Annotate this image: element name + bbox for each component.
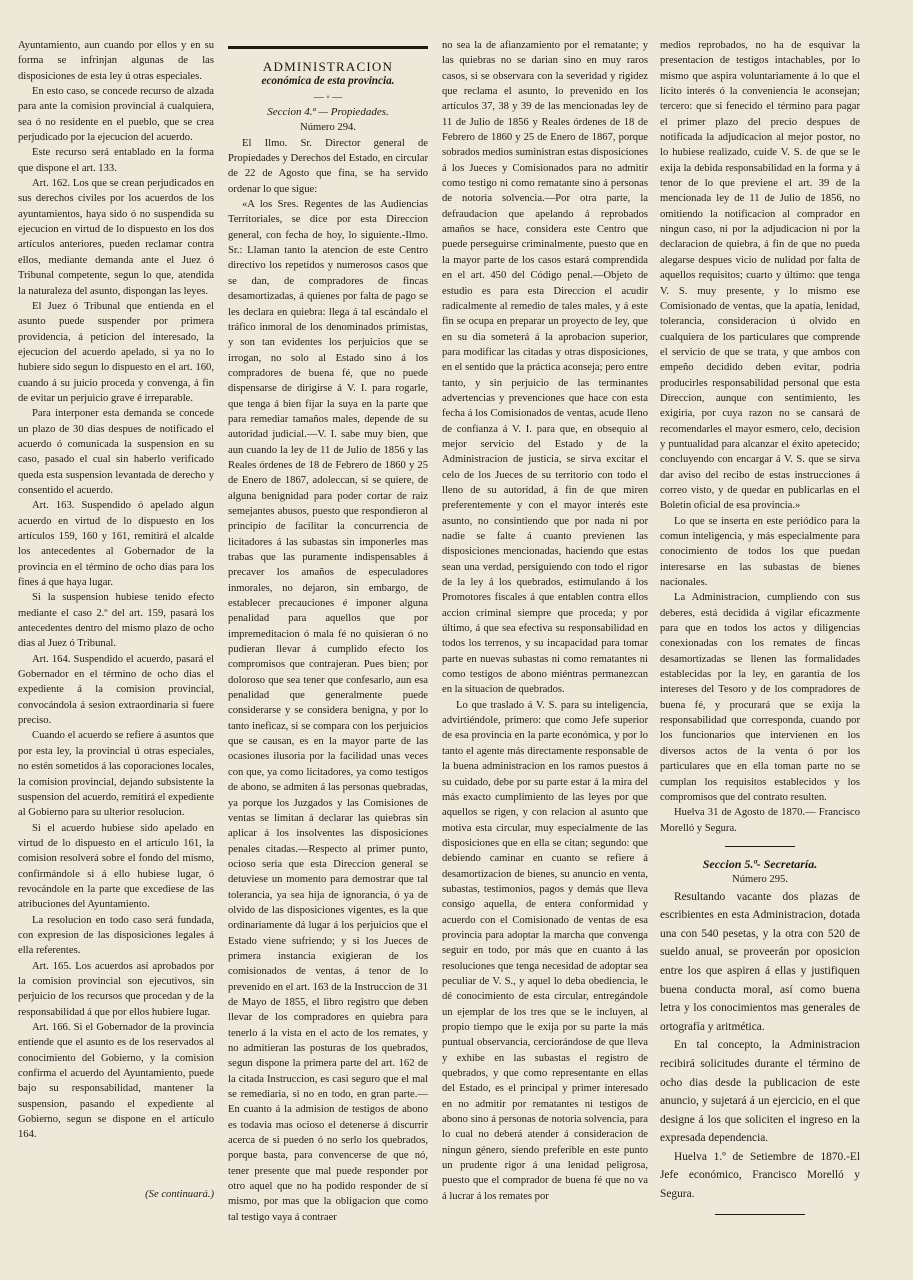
paragraph: El Ilmo. Sr. Director general de Propiedades y Derechos del Estado, en circular de 22 de Agosto que fina, se ha servido ordenar lo que sigue:	[228, 137, 428, 195]
paragraph: Lo que se inserta en este periódico para la comun inteligencia, y más especialmente para conocimiento de todos los que puedan interesarse en las subastas de bienes nacionales.	[660, 515, 860, 589]
paragraph: Cuando el acuerdo se refiere á asuntos que por esta ley, la provincial ú otras especiales, no estén sometidos á las coporaciones locales, la comision provincial, dejando subsistente la suspension del acuerdo, remitirá el expediente al Gobierno para su ulterior resolucion.	[18, 730, 214, 819]
paragraph: no sea la de afianzamiento por el rematante; y las quiebras no se darian sino en muy raros casos, si se observara con la severidad y rigidez que reclama el asunto, lo prevenido en los artículos 37, 38 y 39 de las mencionadas ley de 11 de Julio de 1856 y Reales órdenes de 18 de Febrero de 1860 y 25 de Enero de 1867, porque sobrados medios suministran estas disposiciones á los Jueces y Comisionados para no admitir como testigo ni como rematante sino á personas de notoria solvencia.—Por otra parte, la defraudacion que apelando á reprobados amaños se hace, considera este Centro que puede perseguirse criminalmente, puesto que en la mayor parte de los casos estará comprendida en el art. 450 del Código penal.—Objeto de estudio es para esta Direccion el acudir radicalmente al remedio de tales males, y á este fin se ocupa en preparar un proyecto de ley, que en su dia someterá á la aprobacion superior, para modificar las citadas y otras disposiciones, en el sentido que la práctica aconseja; pero entre tanto, y sin perjuicio de las terminantes advertencias y prevenciones que hace con esta fecha á los Comisionados de ventas, acude lleno de confianza á V. I. para que, en obsequio al mejor servicio del Estado y de la Administracion de justicia, se sirva excitar el celo de los Jueces de su territorio con todo el lleno de su autoridad, á fin de que miren preferentemente y con el mayor interés este asunto, no consintiendo que por nada ni por nadie se falte á cuanto previenen las disposiciones mencionadas, haciendo que estas sean una verdad, persiguiendo con todo el rigor de la ley á los quebrados, estimulando á los Promotores fiscales á que entablen contra ellos accion criminal siempre que proceda; y por último, á que sea efectiva su responsabilidad en todos los terrenos, y su incapacidad para tomar parte en nuevas subastas ni como rematantes ni como testigos de abono miéntras permanezcan en la situacion de quebrados.	[442, 40, 648, 696]
section-title: Seccion 4.ª — Propiedades.	[267, 106, 389, 119]
continued-note: (Se continuará.)	[145, 1188, 214, 1200]
paragraph: La resolucion en todo caso será fundada, con expresion de las disposiciones legales á ella referentes.	[18, 914, 214, 957]
paragraph: Si la suspension hubiese tenido efecto mediante el caso 2.º del art. 159, pasará los antecedentes dentro del mismo plazo de ocho dias al Juez ó Tribunal.	[18, 592, 214, 650]
paragraph: Resultando vacante dos plazas de escribientes en esta Administracion, dotada una con 540 pesetas, y la otra con 520 de sueldo anual, se proveerán por oposicion entre los que aspiren á ellas y justifiquen buena conducta moral, así como buena letra y los conocimientos mas generales de ortografía y aritmética.	[660, 890, 860, 1033]
paragraph: Art. 162. Los que se crean perjudicados en sus derechos civiles por los acuerdos de los ayuntamientos, haya sido ó no suspendida su ejecucion en virtud de lo dispuesto en los dos artículos anteriores, pueden reclamar contra ellos, mediante demanda ante el Juez ó Tribunal competente, segun lo que, atendida la naturaleza del asunto, dispongan las leyes.	[18, 178, 214, 297]
paragraph: medios reprobados, no ha de esquivar la presentacion de testigos intachables, por lo mismo que aspira voluntariamente á lo que el lícito interés ó la conveniencia le aconsejan; tercero: que si fenecido el término para pagar el primer plazo del precio despues de notificada la adjudicacion al mejor postor, no lo hubiese realizado, cuide V. S. de que se le exija la debida responsabilidad en la forma y á tenor de lo que previene el art. 39 de la mencionada ley de 11 de Julio de 1856, no omitiendo la notificacion al comprador en ningun caso, ni por la adjudicacion ni por la declaracion de quiebra, á fin de que no pueda alegarse despues vicio de nulidad por falta de aquellos requisitos; cuarto y último: que tenga V. S. muy presente, y lo mismo ese Comisionado de ventas, que la apatía, lenidad, tolerancia, consideracion ú olvido en cualquiera de los particulares que comprende el servicio de que se trata, y que ambos con empeño decidido deben evitar, podria producirles responsabilidad personal que esta Direccion, aunque con sentimiento, les exigiria, por cuya razon no se cansará de recomendarles el mayor esmero, celo, decision y puntualidad para alcanzar el éxito apetecido; concluyendo con encargar á V. S. que se sirva dar aviso del recibo de estas instrucciones á correo visto, y de quedar en publicarlas en el Boletin oficial de esa provincia.»	[660, 40, 860, 512]
paragraph: Art. 163. Suspendido ó apelado algun acuerdo en virtud de lo dispuesto en los artículos 159, 160 y 161, remitirá el alcalde los antecedentes al Gobernador de la provincia en el término de ocho dias para los fines á que haya lugar.	[18, 500, 214, 589]
paragraph: Art. 165. Los acuerdos así aprobados por la comision provincial son ejecutivos, sin perjuicio de los recursos que procedan y de la responsabilidad á que por ellos hubiere lugar.	[18, 960, 214, 1018]
column-3	[442, 38, 648, 1204]
paragraph: El Juez ó Tribunal que entienda en el asunto puede suspender por primera providencia, á peticion del interesado, la ejecucion del acuerdo apelado, si ya no lo hubiere sido segun lo dispuesto en el art. 160, cuando á su juicio proceda y convenga, á fin de evitar un perjuicio grave é irreparable.	[18, 300, 214, 404]
paragraph: Lo que traslado á V. S. para su inteligencia, advirtiéndole, primero: que como Jefe superior de esa provincia en la parte económica, y por lo tanto el agente más directamente responsable de la buena administracion en los ramos puestos á su cuidado, debe por su parte estar á la mira del más exacto cumplimiento de las leyes por que aquellos se rigen, y con relacion al asunto que motiva esta circular, muy especialmente de las disposiciones que en ella se citan; segundo: que debiendo caminar en cuanto se refiere á desamortizacion de bienes, su anuncio en venta, subastas, testimonios, pagos y demás que lleva consigo aquella, de entera conformidad y acuerdo con el Comisionado de ventas de esa provincia para adoptar la marcha que convenga seguir en todo, por más que en cuanto á las resoluciones que tenga necesidad de adoptar sea peculiar de V. S., y aquel lo deba obediencia, le dé conocimiento de esta circular, entregándole un ejemplar de los tres que se le incluyen, al propio tiempo que le exija por su parte la más puntual observancia, cerciorándose de que lleva y exhibe en las subastas el registro de quebrados, y que como representante en ellas del Estado, es el principal y primer interesado en no admitir por rematantes ni testigos de abono sino á personas de notoria solvencia, para lo cual no deberá atender á consideracion de ningun género, siendo preferible en este punto un prudente rigor á una lenidad peligrosa, puesto que el comprador de buena fé que no va á lucrar á los remates por	[442, 699, 648, 1202]
paragraph: En esto caso, se concede recurso de alzada para ante la comision provincial á cualquiera, sea ó no residente en el pueblo, que se crea perjudicado por la ejecucion del acuerdo.	[18, 86, 214, 144]
section-header-title: ADMINISTRACION	[262, 59, 394, 74]
notice-number: Número 295.	[732, 874, 788, 886]
paragraph: Si el acuerdo hubiese sido apelado en virtud de lo dispuesto en el artículo 161, la comision resolverá sobre el fondo del mismo, confirmándole si á ello hubiese lugar, ó revocándole en la parte que excediese de las atribuciones del Ayuntamiento.	[18, 822, 214, 911]
paragraph: En tal concepto, la Administracion recibirá solicitudes durante el término de ocho dias desde la publicacion de este anuncio, y sujetará á un ejercicio, en el que designe á los que soliciten el ingreso en la expresada dependencia.	[660, 1039, 860, 1145]
paragraph: Este recurso será entablado en la forma que dispone el art. 133.	[18, 147, 214, 174]
paragraph: «A los Sres. Regentes de las Audiencias Territoriales, se dice por esta Direccion general, con fecha de hoy, lo siguiente.-Ilmo. Sr.: Llaman tanto la atencion de este Centro directivo los repetidos y numerosos casos que se dan, de compradores de fincas desamortizadas, á quienes por falta de pago se les declara en quiebra: llega á tal escándalo el tráfico inmoral de los denominados primistas, y son tan evidentes los perjuicios que se irrogan, no solo al Estado sino á los compradores de buena fé, que no puede dispensarse de dirigirse á V. I. para rogarle, que tenga á bien fijar la suya en la parte que para remediar tamaños males, depende de su autoridad judicial.—V. I. sabe muy bien, que aun cuando la ley de 11 de Julio de 1856 y las Reales órdenes de 18 de Febrero de 1860 y 25 de Enero de 1867, adoleccan, si se quiere, de alguna benignidad para poder cortar de raiz semejantes abusos, puesto que respondieron al principio de facilitar la concurrencia de licitadores á las subastas sin imponerles mas trabas que las puramente indispensables á precaver los amaños de especuladores inmorales, no dejaron, sin embargo, de establecer precauciones é imponer alguna penalidad para aquellos que por impremeditacion ó mala fé no quisieran ó no pudieran llevar á cumplido efecto los compromisos que contrajeran. Pues bien; por doloroso que sea tener que confesarlo, aun esa penalidad que generalmente puede considerarse y se considera benigna, y por lo tanto ineficaz, si se compara con los perjuicios que se causan, es en la mayor parte de las ocasiones ilusoria por la facilidad unas veces con que, ya como licitadores, ya como testigos de abono, se admiten á las personas quebradas, ya porque los Juzgados y las Comisiones de ventas se limitan á declarar las quiebras sin aplicar á los insolventes las disposiciones penales citadas.—Respecto al primer punto, ocioso seria que esta Direccion general se detuviese un momento para demostrar que tal tolerancia, ya sea hija de ignorancia, ó ya de olvido de las disposiciones vigentes, es la que ordinariamente dá lugar á los perjuicios que el Estado viene sufriendo; y si los Jueces de primera instancia exigieran de los comisionados de ventas, á tenor de lo prevenido en el art. 163 de la Instruccion de 31 de Mayo de 1855, el libro registro que deben llevar de los compradores en quiebra para tenerlo á la vista en el acto de los remates, y no admitieran las posturas de los quebrados, segun dispone la primera parte del art. 162 de la citada Instruccion, es casi seguro que el mal se remediaria, si no en todo, en gran parte.—En cuanto á la admision de testigos de abono es todavia mas ocioso el detenerse á discurrir acerca de si pueden ó no serlo los quebrados, porque basta, para convencerse de que nó, tener presente que mal puede responder por otro aquel que no ha podido responder de sí mismo, por mas que la obligacion que como tal testigo vaya á contraer	[228, 199, 428, 1223]
signature-line: Huelva 1.º de Setiembre de 1870.-El Jefe económico, Francisco Morelló y Segura.	[660, 1150, 860, 1201]
column-2	[228, 38, 428, 1225]
notice-body	[660, 888, 860, 1204]
paragraph: Ayuntamiento, aun cuando por ellos y en su forma se infrinjan algunas de las disposiciones de esta ley ú otras especiales.	[18, 40, 214, 82]
header-ornament: — ◦ —	[313, 91, 343, 103]
column-4	[660, 38, 860, 1225]
divider	[715, 1214, 805, 1215]
paragraph: La Administracion, cumpliendo con sus deberes, está decidida á vigilar eficazmente para que en todos los actos y diligencias conexionadas con los remates de fincas desamortizadas se llenen las formalidades establecidas por la ley, en garantía de los intereses del Tesoro y de los compradores de buena fé, y procurará que se exija la responsabilidad que corresponda, cuando por los funcionarios que intervienen en los diversos actos de la venta ó por los particulares que en ella toman parte no se cumplan los requisitos establecidos y los compromisos que del contrato resulten.	[660, 592, 860, 803]
section-title: Seccion 5.ª- Secretaría.	[702, 856, 818, 871]
divider	[725, 846, 795, 847]
paragraph: Art. 164. Suspendido el acuerdo, pasará el Gobernador en el término de ocho dias el expediente á la comision provincial, convocándola á sesion extraordinaria si fuere preciso.	[18, 653, 214, 727]
paragraph: Art. 166. Si el Gobernador de la provincia entiende que el asunto es de los reservados al conocimiento del Gobierno, y la comision confirma el acuerdo del Ayuntamiento, puede bajo su responsabilidad, mantener la suspension, pasando el expediente al Gobierno, segun se dispone en el artículo 164.	[18, 1022, 214, 1141]
header-rule	[228, 46, 428, 49]
section-header-subtitle: económica de esta provincia.	[261, 75, 395, 88]
signature-line: Huelva 31 de Agosto de 1870.— Francisco Morelló y Segura.	[660, 807, 860, 834]
paragraph: Para interponer esta demanda se concede un plazo de 30 dias despues de notificado el acuerdo ó comunicada la suspension en su caso, pasado el cual sin haberlo verificado queda esta suspension levantada de derecho y consentido el acuerdo.	[18, 408, 214, 496]
notice-number: Número 294.	[300, 122, 356, 134]
column-1	[18, 38, 214, 1202]
